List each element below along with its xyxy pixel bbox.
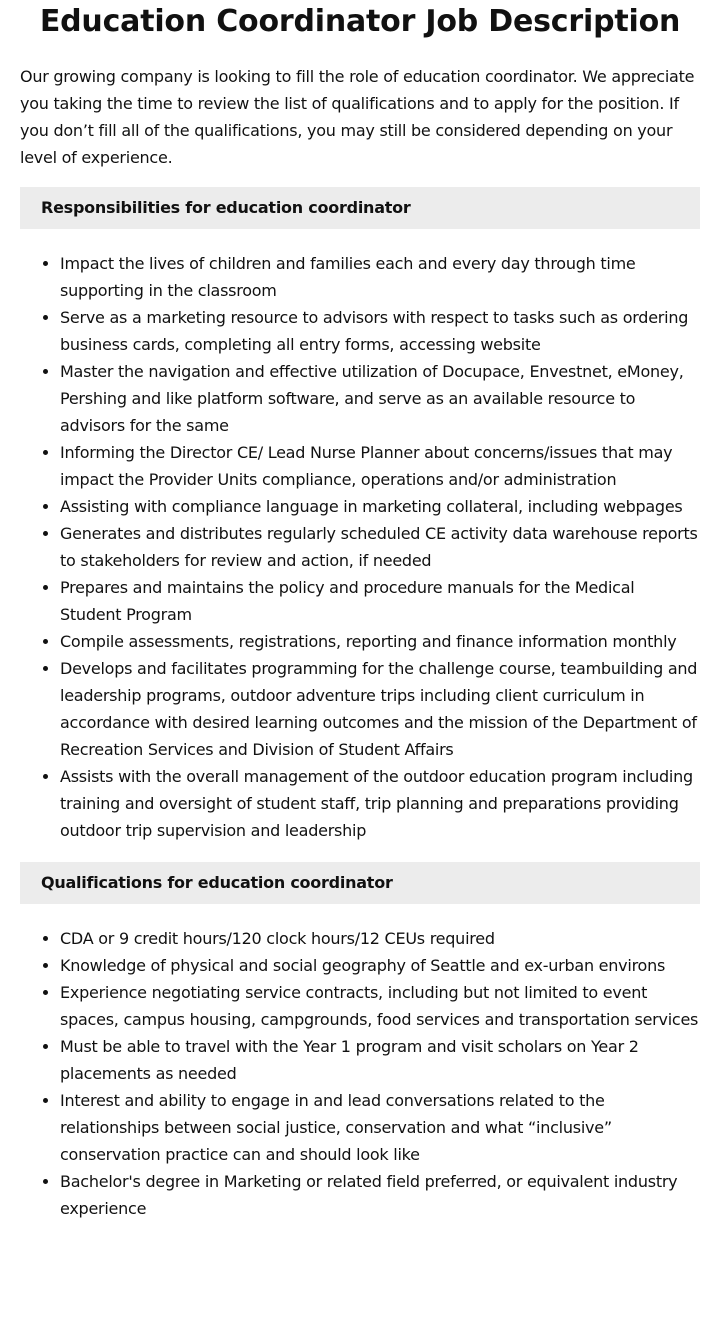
list-item: • Develops and facilitates programming for the challenge course, teambuilding and leadership programs, outdoor adventure trips including client curriculum in accordance with desired learning outcomes and the mission of the Department of Recreation Services and Division of Student Affairs	[60, 655, 700, 763]
list-item: • Informing the Director CE/ Lead Nurse Planner about concerns/issues that may impact the Provider Units compliance, operations and/or administration	[60, 439, 700, 493]
list-item: • Serve as a marketing resource to advisors with respect to tasks such as ordering business cards, completing all entry forms, accessing website	[60, 304, 700, 358]
list-item: • Prepares and maintains the policy and procedure manuals for the Medical Student Program	[60, 574, 700, 628]
qualifications-heading: Qualifications for education coordinator	[20, 862, 700, 904]
list-item: • CDA or 9 credit hours/120 clock hours/12 CEUs required	[60, 925, 700, 952]
list-item: • Interest and ability to engage in and lead conversations related to the relationships between social justice, conservation and what “inclusive” conservation practice can and should look like	[60, 1087, 700, 1168]
qualifications-list	[20, 925, 700, 1222]
responsibilities-list	[20, 250, 700, 844]
list-item: • Master the navigation and effective utilization of Docupace, Envestnet, eMoney, Pershing and like platform software, and serve as an available resource to advisors for the same	[60, 358, 700, 439]
responsibilities-heading: Responsibilities for education coordinator	[20, 187, 700, 229]
page-title: Education Coordinator Job Description	[39, 4, 681, 39]
intro-paragraph: Our growing company is looking to fill the role of education coordinator. We appreciate you taking the time to review the list of qualifications and to apply for the position. If you don’t fill all of the qualifications, you may still be considered depending on your level of experience.	[20, 67, 695, 167]
list-item: • Assisting with compliance language in marketing collateral, including webpages	[60, 493, 700, 520]
list-item: • Knowledge of physical and social geography of Seattle and ex-urban environs	[60, 952, 700, 979]
list-item: • Generates and distributes regularly scheduled CE activity data warehouse reports to stakeholders for review and action, if needed	[60, 520, 700, 574]
list-item: • Impact the lives of children and families each and every day through time supporting in the classroom	[60, 250, 700, 304]
list-item: • Compile assessments, registrations, reporting and finance information monthly	[60, 628, 700, 655]
list-item: • Experience negotiating service contracts, including but not limited to event spaces, campus housing, campgrounds, food services and transportation services	[60, 979, 700, 1033]
list-item: • Assists with the overall management of the outdoor education program including training and oversight of student staff, trip planning and preparations providing outdoor trip supervision and leadership	[60, 763, 700, 844]
list-item: • Must be able to travel with the Year 1 program and visit scholars on Year 2 placements as needed	[60, 1033, 700, 1087]
list-item: • Bachelor's degree in Marketing or related field preferred, or equivalent industry experience	[60, 1168, 700, 1222]
